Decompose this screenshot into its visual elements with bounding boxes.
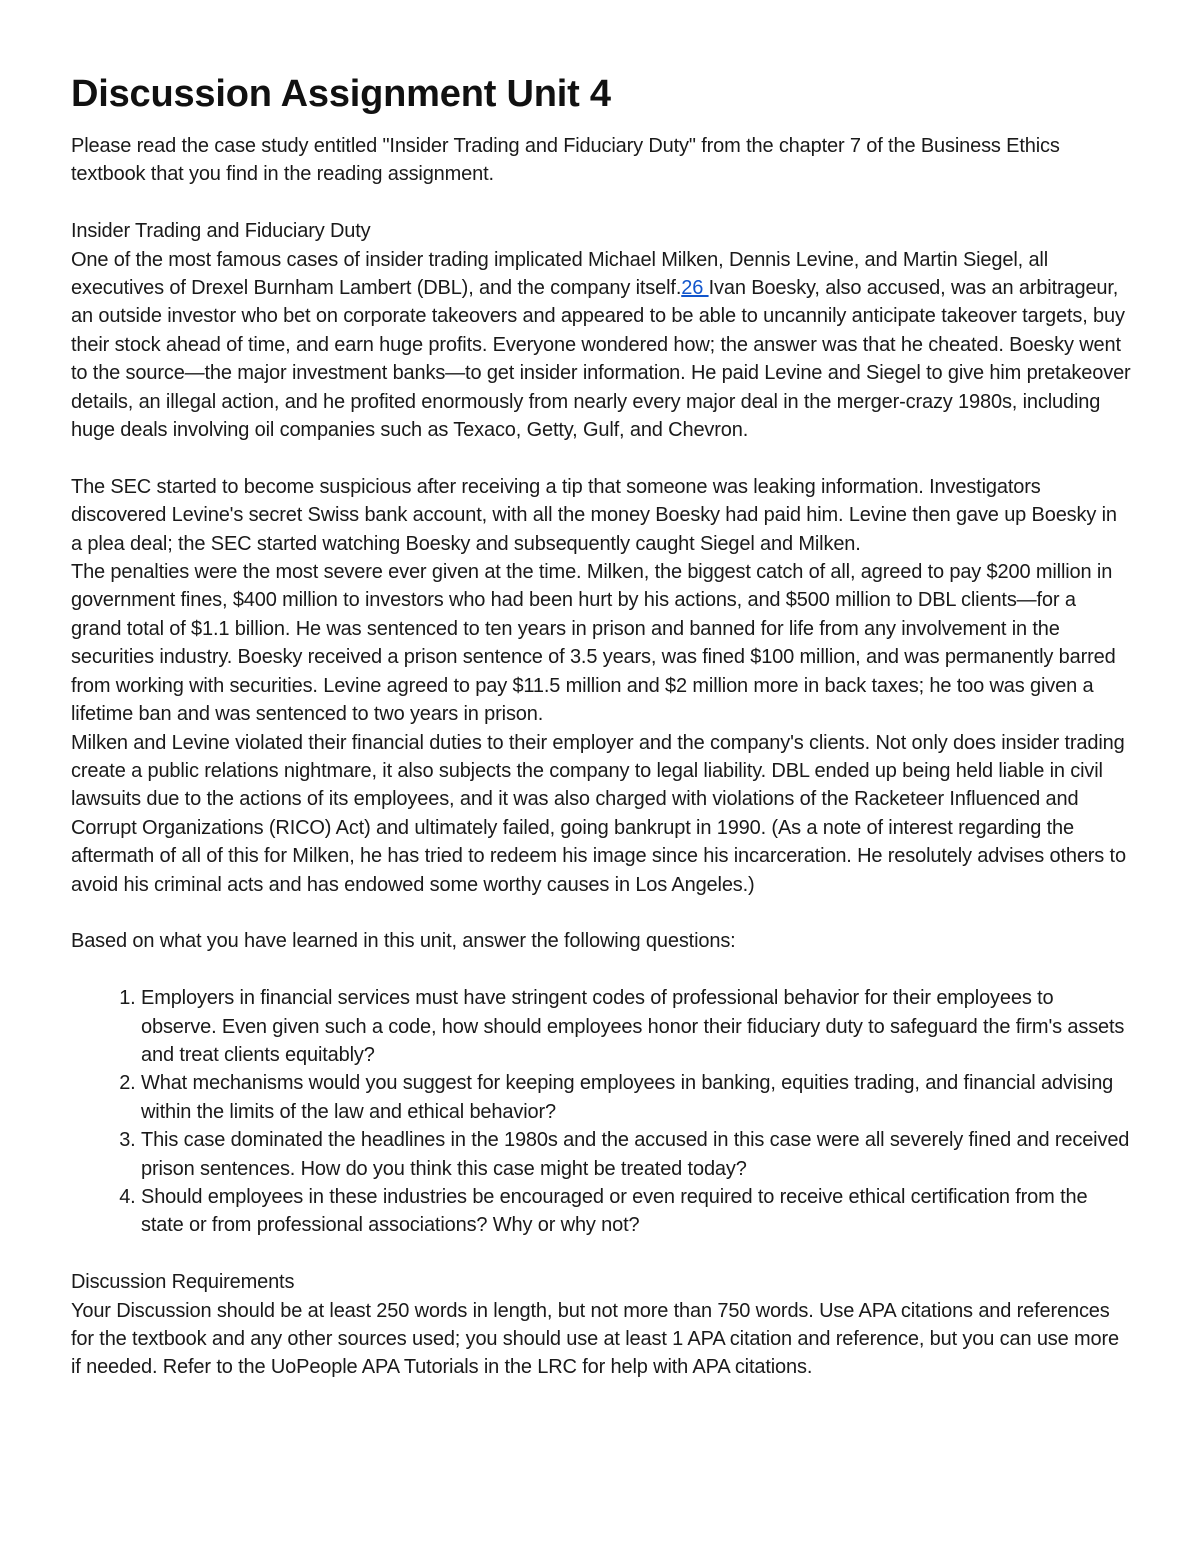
spacer (71, 1240, 1131, 1268)
question-item: 2. What mechanisms would you suggest for keeping employees in banking, equities trading, and financial advising within the limits of the law and ethical behavior? (141, 1069, 1131, 1126)
case-paragraph-1-text-a: One of the most famous cases of insider trading implicated Michael Milken, Dennis Levine, and Martin Siegel, all executives of Drexel Burnham Lambert (DBL), and the company itself. (71, 248, 1049, 300)
question-item: 4. Should employees in these industries be encouraged or even required to receive ethical certification from the state or from professional associations? Why or why not? (141, 1183, 1131, 1240)
case-heading: Insider Trading and Fiduciary Duty (71, 220, 371, 243)
questions-intro: Based on what you have learned in this unit, answer the following questions: (71, 930, 736, 953)
intro-paragraph: Please read the case study entitled "Insider Trading and Fiduciary Duty" from the chapter 7 of the Business Ethics textbook that you find in the reading assignment. (71, 135, 1060, 186)
spacer (71, 956, 1131, 984)
case-paragraph-3: The penalties were the most severe ever given at the time. Milken, the biggest catch of all, agreed to pay $200 million in government fines, $400 million to investors who had been hurt by his actions, and $500 million to DBL clients—for a grand total of $1.1 billion. He was sentenced to ten years in prison and banned for life from any involvement in the securities industry. Boesky received a prison sentence of 3.5 years, was fined $100 million, and was permanently barred from working with securities. Levine agreed to pay $11.5 million and $2 million more in back taxes; he too was given a lifetime ban and was sentenced to two years in prison. (71, 561, 1116, 726)
case-paragraph-4: Milken and Levine violated their financial duties to their employer and the company's clients. Not only does insider trading create a public relations nightmare, it also subjects the company to legal liability. DBL ended up being held liable in civil lawsuits due to the actions of its employees, and it was also charged with violations of the Racketeer Influenced and Corrupt Organizations (RICO) Act) and ultimately failed, going bankrupt in 1990. (As a note of interest regarding the aftermath of all of this for Milken, he has tried to redeem his image since his incarceration. He resolutely advises others to avoid his criminal acts and has endowed some worthy causes in Los Angeles.) (71, 731, 1126, 896)
spacer (71, 899, 1131, 927)
page-title: Discussion Assignment Unit 4 (71, 73, 611, 115)
requirements-heading: Discussion Requirements (71, 1271, 295, 1294)
requirements-body: Your Discussion should be at least 250 words in length, but not more than 750 words. Use APA citations and references for the textbook and any other sources used; you should use at least 1 APA citation and reference, but you can use more if needed. Refer to the UoPeople APA Tutorials in the LRC for help with APA citations. (71, 1299, 1120, 1379)
question-item: 3. This case dominated the headlines in the 1980s and the accused in this case were all severely fined and received prison sentences. How do you think this case might be treated today? (141, 1126, 1131, 1183)
case-paragraph-1 (71, 246, 1131, 445)
footnote-link-26[interactable]: 26 (681, 277, 709, 300)
case-paragraph-2: The SEC started to become suspicious after receiving a tip that someone was leaking information. Investigators discovered Levine's secret Swiss bank account, with all the money Boesky had paid him. Levine then gave up Boesky in a plea deal; the SEC started watching Boesky and subsequently caught Siegel and Milken. (71, 475, 1117, 555)
spacer (71, 189, 1131, 217)
spacer (71, 444, 1131, 472)
questions-list (71, 984, 1131, 1240)
document-page (71, 70, 1131, 1382)
case-paragraph-1-text-b: Ivan Boesky, also accused, was an arbitrageur, an outside investor who bet on corporate takeovers and appeared to be able to uncannily anticipate takeover targets, buy their stock ahead of time, and earn huge profits. Everyone wondered how; the answer was that he cheated. Boesky went to the source—the major investment banks—to get insider information. He paid Levine and Siegel to give him pretakeover details, an illegal action, and he profited enormously from nearly every major deal in the merger-crazy 1980s, including huge deals involving oil companies such as Texaco, Getty, Gulf, and Chevron. (71, 277, 1131, 442)
question-item: 1. Employers in financial services must have stringent codes of professional behavior for their employees to observe. Even given such a code, how should employees honor their fiduciary duty to safeguard the firm's assets and treat clients equitably? (141, 984, 1131, 1069)
